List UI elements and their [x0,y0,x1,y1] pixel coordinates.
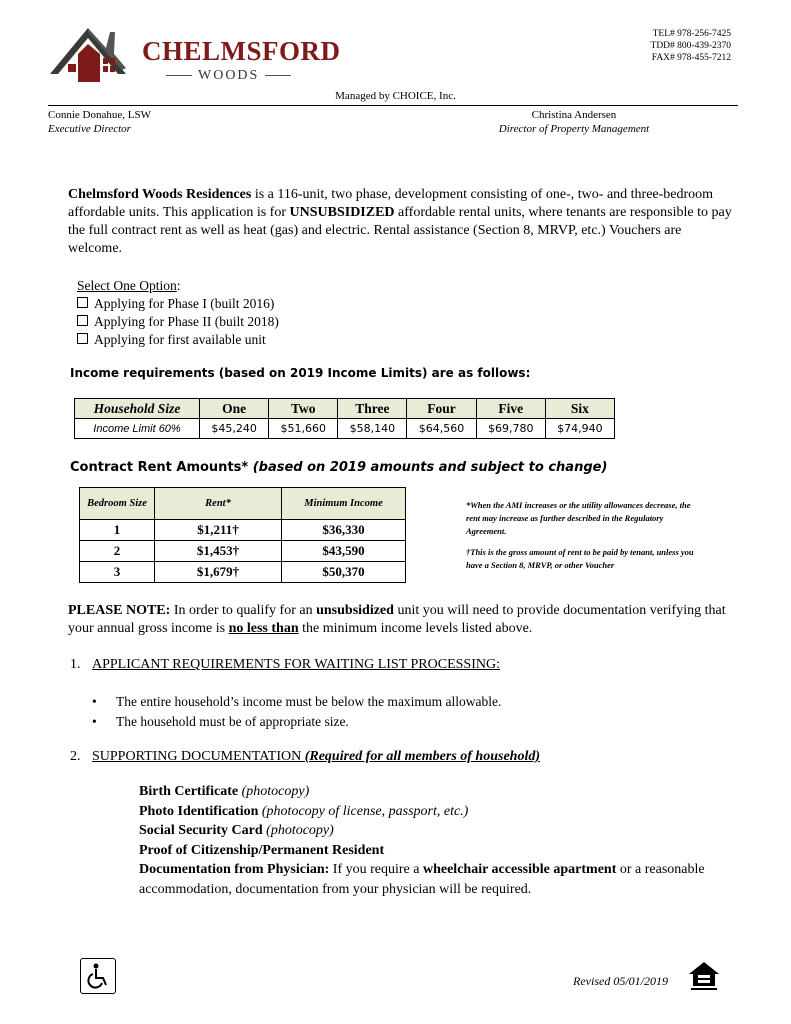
table-cell: 1 [80,520,155,541]
doc-note: (photocopy) [238,784,310,799]
checkbox-icon[interactable] [77,333,88,344]
section-title-italic: (Required for all members of household) [304,749,540,764]
table-cell: $74,940 [545,419,614,439]
documentation-list [139,782,739,899]
doc-note: (photocopy) [262,823,334,838]
please-note-label: PLEASE NOTE: [68,603,171,618]
header-rule [48,105,738,106]
please-note-text: In order to qualify for an [170,603,317,618]
table-row [75,399,615,419]
table-cell: $64,560 [407,419,476,439]
tdd: TDD# 800-439-2370 [650,41,731,51]
income-heading: Income requirements (based on 2019 Income Limits) are as follows: [70,366,531,380]
table-row [80,562,406,583]
table-cell: $58,140 [338,419,407,439]
table-cell: $1,679† [155,562,282,583]
revised-date: Revised 05/01/2019 [573,974,668,988]
table-header: Three [338,399,407,419]
table-cell: $51,660 [269,419,338,439]
list-item: • The household must be of appropriate size. [92,712,501,732]
doc-name: Documentation from Physician: [139,862,330,877]
doc-text: If you require a [329,862,423,877]
equal-housing-icon [687,960,721,992]
staff-right-title: Director of Property Management [498,123,650,135]
table-cell: $1,211† [155,520,282,541]
section-title: SUPPORTING DOCUMENTATION [92,749,305,764]
rent-note-gross: †This is the gross amount of rent to be paid by tenant, unless you have a Section 8, MRVP, or other Voucher [466,547,694,570]
select-title: Select One Option [77,278,177,293]
doc-note: (photocopy of license, passport, etc.) [258,803,469,819]
wheelchair-icon [80,958,116,994]
section-number: 2. [70,749,81,764]
table-cell: 3 [80,562,155,583]
option-label: Applying for first available unit [94,332,266,347]
table-cell: $69,780 [476,419,545,439]
list-item [139,860,739,899]
option-label: Applying for Phase II (built 2018) [94,314,279,329]
brand-name: CHELMSFORD [142,36,341,66]
rent-heading-italic: (based on 2019 amounts and subject to change) [252,460,608,475]
table-cell: $1,453† [155,541,282,562]
staff-left-title: Executive Director [48,123,131,135]
rent-table [79,487,406,583]
checkbox-icon[interactable] [77,297,88,308]
checkbox-icon[interactable] [77,315,88,326]
option-phase-1[interactable] [77,295,279,313]
table-header: Four [407,399,476,419]
table-cell: 2 [80,541,155,562]
please-note-bold: unsubsidized [316,603,394,618]
logo-house-icon [48,24,143,88]
list-item [139,802,739,822]
table-row [80,520,406,541]
section-2-heading [70,749,540,765]
doc-bold: wheelchair accessible apartment [422,862,617,877]
table-cell: Income Limit 60% [75,419,200,439]
table-row [75,419,615,439]
managed-by: Managed by CHOICE, Inc. [335,90,456,102]
staff-right [485,108,663,136]
doc-name: Proof of Citizenship/Permanent Resident [139,842,385,858]
table-header: One [200,399,269,419]
list-item [139,821,739,841]
tel: TEL# 978-256-7425 [652,29,731,39]
rent-heading [70,460,607,475]
list-item [139,782,739,802]
contact-info [651,28,731,64]
section-number: 1. [70,657,81,672]
section-1-bullets [92,692,501,732]
brand-sub: WOODS [160,68,297,84]
intro-text-1: is a 116-unit, two phase, development consisting of one-, two- and three-bedroom affordable units. This application is for [68,187,714,220]
table-cell: $43,590 [282,541,406,562]
option-phase-2[interactable] [77,313,279,331]
intro-name: Chelmsford Woods Residences [68,187,252,202]
section-title: APPLICANT REQUIREMENTS FOR WAITING LIST PROCESSING: [92,657,500,672]
please-note-text: the minimum income levels listed above. [298,621,533,636]
staff-left-name: Connie Donahue, LSW [48,109,151,121]
table-cell: $36,330 [282,520,406,541]
income-table [74,398,615,439]
table-header: Bedroom Size [80,488,155,520]
option-label: Applying for Phase I (built 2016) [94,296,275,311]
please-note-underline: no less than [228,621,299,636]
list-item [139,841,739,861]
table-header: Household Size [75,399,200,419]
rent-note-ami: *When the AMI increases or the utility allowances decrease, the rent may increase as further described in the Regulatory Agreement. [466,500,691,536]
fax: FAX# 978-455-7212 [651,53,731,63]
rent-heading-plain: Contract Rent Amounts* [70,460,253,475]
option-first-available[interactable] [77,331,279,349]
table-header: Rent* [155,488,282,520]
rent-notes [466,499,696,572]
intro-paragraph [68,186,736,258]
staff-right-name: Christina Andersen [531,109,617,121]
table-row [80,488,406,520]
intro-unsubsidized: UNSUBSIDIZED [289,205,395,220]
table-row [80,541,406,562]
please-note [68,602,736,638]
intro-text-2: affordable rental units, where tenants are responsible to pay the full contract rent as well as heat (gas) and electric. Rental assistance (Section 8, MRVP, etc.) Vouchers are welcome. [68,205,732,256]
list-item: • The entire household’s income must be below the maximum allowable. [92,692,501,712]
select-options: Select One Option: Applying for Phase I (built 2016) Applying for Phase II (built 2018) Applying for first available unit [77,278,279,347]
table-cell: $50,370 [282,562,406,583]
table-header: Five [476,399,545,419]
please-note-text: unit you will need to provide documentation verifying that your annual gross income is [68,603,726,636]
doc-name: Photo Identification [139,803,259,819]
table-header: Minimum Income [282,488,406,520]
table-header: Two [269,399,338,419]
table-header: Six [545,399,614,419]
section-1-heading [70,657,500,673]
doc-text: or a reasonable accommodation, documentation from your physician will be required. [139,862,705,897]
doc-name: Birth Certificate [139,784,239,799]
table-cell: $45,240 [200,419,269,439]
staff-left [48,108,151,136]
doc-name: Social Security Card [139,823,263,838]
